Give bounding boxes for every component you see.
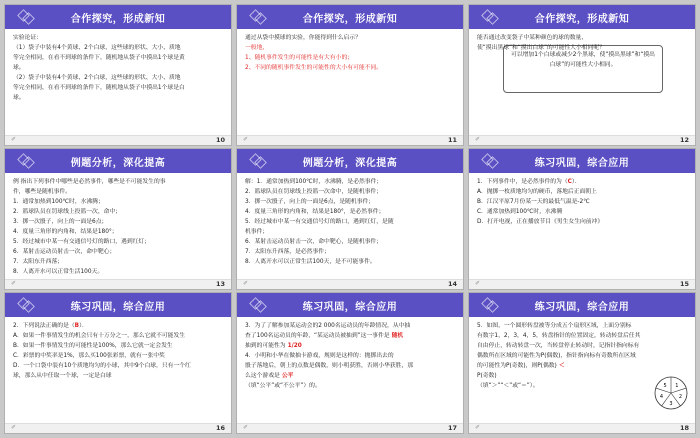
slide-header [237,293,463,317]
slide-thumbnail[interactable] [236,148,464,290]
line-text: 么这个游戏是 [245,373,280,379]
line-text: （填“＞”“＜”或“＝”）。 [477,383,539,389]
question-stem [13,321,223,331]
slide-footer [5,423,231,433]
slide-footer [5,279,231,289]
slide-body [13,321,223,421]
wheel-number: 5 [663,382,667,389]
slide-title: 合作探究，形成新知 [70,14,166,25]
line-text: 4．小明和小华在做抽卡游戏，规则是这样的：抛掷出去的 [245,353,394,359]
text-line: 7．太阳东升西落，是必然事件； [245,249,330,255]
option-text: D．打开电视，正在播放节目《男生女生向前冲》 [477,219,604,225]
text-line: 等完全相同，在看不到球的条件下，随机地从袋子中摸出1个球是黄 [13,55,185,61]
slide-title: 练习巩固，综合应用 [70,302,166,313]
footer-logo-icon: ✐ [11,136,17,143]
slide-number: 17 [447,424,457,432]
slide-footer [237,279,463,289]
text-line: 球。 [13,95,25,101]
slide-body [245,177,455,277]
option-text: B．如果一件事情发生的可能性是100%，那么它就一定会发生 [13,343,173,349]
footer-logo-icon: ✐ [243,136,249,143]
text-line: 例 指出下列事件中哪些是必然事件，哪些是不可能发生的事 [13,179,166,185]
line-text: 骰子落地后，朝上的点数是偶数，则小明获胜，否则小华获胜，那 [245,363,414,369]
line-text: 自由停止，转动转盘一次，当转盘停止转动时，记指针指向标有 [477,343,640,349]
slide-header [5,5,231,29]
slide-footer [237,135,463,145]
slide-header [5,293,231,317]
text-line: 等完全相同，在看不到球的条件下，随机地从袋子中摸出1个球是白 [13,85,185,91]
slide-thumbnail[interactable] [4,4,232,146]
slide-body [13,177,223,277]
wheel-number: 1 [675,382,679,389]
slide-body [13,33,223,133]
option-text: D．一个口袋中装有10个质地均匀的小球，其中9个白球，只有一个红 [13,363,191,369]
slide-thumbnail[interactable] [236,292,464,434]
stem-end: ）． [571,179,581,185]
slide-body [477,177,687,277]
slide-title: 练习巩固，综合应用 [534,302,630,313]
stem-text: 1．下列事件中，是必然事件的为（ [477,179,568,185]
text-line: 4．度量三角形的内角和，结果是180°； [13,229,118,235]
slide-footer [469,279,695,289]
answer-text: 公平 [279,373,294,379]
text-line: 8．人离开水可以正常生活100天，是不可能事件。 [245,259,376,265]
line-text: （填“公平”或“不公平”）的。 [245,383,321,389]
text-line: （2）袋子中装有4个黄球、2个白球，这些球的形状、大小、质地 [13,75,181,81]
text-line: 使“摸出黑球”和“摸出白球”的可能性大小相同呢？ [477,45,605,51]
text-line [477,361,651,371]
text-line [245,371,455,381]
slide-thumbnail[interactable] [468,292,696,434]
footer-logo-icon: ✐ [475,280,481,287]
slide-thumbnail[interactable] [4,292,232,434]
option-text: C．通常加热到100℃时，水沸腾 [477,209,563,215]
option-text: A．抛掷一枚质地均匀的硬币，落地后正面朝上 [477,189,597,195]
slide-number: 18 [679,424,689,432]
slide-footer [469,423,695,433]
text-line [245,381,455,391]
text-line: 球。 [13,65,25,71]
wheel-number: 4 [659,394,664,401]
text-line: （1）袋子中装有4个黄球、2个白球，这些球的形状、大小、质地 [13,45,181,51]
footer-logo-icon: ✐ [475,136,481,143]
slide-thumbnail[interactable] [4,148,232,290]
text-line: 6．某射击运动员射击一次，命中靶心，是随机事件； [245,239,383,245]
answer-text: C [567,179,572,185]
text-line: 3．掷一次骰子，向上的一面是6点，是随机事件； [245,199,375,205]
answer-text: ＜ [556,363,565,369]
question-text: 通过从袋中摸球的实验，你能得到什么启示？ [245,35,361,41]
slide-thumbnail[interactable] [468,4,696,146]
option-text: 球，那么从中任取一个球，一定是白球 [13,373,112,379]
option-text: B．江汉平原7月份某一天的最低气温是-2℃ [477,199,590,205]
text-line: 8．人离开水可以正常生活100天。 [13,269,104,275]
question-stem [477,177,687,187]
slide-number: 11 [447,136,457,144]
slide-number: 15 [679,280,689,288]
text-line: 5．经过城市中某一有交通信号灯的路口，遇到红灯； [13,239,151,245]
slide-body [477,321,651,421]
text-line [477,331,651,341]
footer-logo-icon: ✐ [243,280,249,287]
text-line [477,381,651,391]
text-line [477,321,651,331]
footer-logo-icon: ✐ [243,424,249,431]
slide-number: 13 [215,280,225,288]
slide-thumbnail[interactable] [468,148,696,290]
text-line: 7．太阳东升西落； [13,259,64,265]
text-line [245,361,455,371]
slide-number: 16 [215,424,225,432]
line-text: 偶数所在区域的可能性为P(偶数)，指针指向标有奇数所在区域 [477,353,636,359]
option-text: A．如果一件事情发生的机会只有十万分之一，那么它就不可能发生 [13,333,186,339]
slide-number: 10 [215,136,225,144]
text-line: 1．通常加热到100℃时，水沸腾； [13,199,104,205]
slide-footer [237,423,463,433]
slide-footer [5,135,231,145]
text-line: 2．篮球队员在罚球线上投篮一次，命中； [13,209,122,215]
spinner-wheel [653,375,689,411]
footer-logo-icon: ✐ [11,424,17,431]
text-line [477,371,651,381]
slide-number: 12 [679,136,689,144]
option-text: C．彩票的中奖率是1%，那么买100张彩票，就有一张中奖 [13,353,165,359]
slide-number: 14 [447,280,457,288]
slide-header [5,149,231,173]
slide-header [237,5,463,29]
text-line: 2．篮球队员在罚球线上投篮一次命中，是随机事件； [245,189,383,195]
text-line: 5．经过城市中某一有交通信号灯的路口，遇到红灯，是随 [245,219,394,225]
point-text: 2、不同的随机事件发生的可能性的大小有可能不同。 [245,65,383,71]
footer-logo-icon: ✐ [11,280,17,287]
line-text: 查了100名运动员的年龄，“某运动员被抽到”这一事件是 [245,333,390,339]
text-line [245,351,455,361]
slide-title: 练习巩固，综合应用 [302,302,398,313]
slide-title: 练习巩固，综合应用 [534,158,630,169]
note-box: 可以增加1个白球或减少2个黑球，使“摸出黑球”和“摸出白球”的可能性大小相同。 [503,45,663,93]
slide-title: 例题分析，深化提高 [302,158,398,169]
slide-thumbnail[interactable] [236,4,464,146]
text-line [477,341,651,351]
slide-header [469,293,695,317]
line-text: 抽到的可能性为 [245,343,286,349]
line-text: 5．如图，一个圆形转盘被等分成五个扇形区域，上面分别标 [477,323,632,329]
text-line: 6．某射击运动员射击一次，命中靶心； [13,249,116,255]
slide-header [237,149,463,173]
line-text: 有数字1，2，3，4，5，转盘指针的位置固定，转动转盘后任其 [477,333,641,339]
slide-body [477,33,687,133]
text-line: 机事件； [245,229,269,235]
text-line [245,331,455,341]
footer-logo-icon: ✐ [475,424,481,431]
answer-text: 随机 [389,333,404,339]
text-line: 4．度量三角形的内角和，结果是180°，是必然事件； [245,209,385,215]
answer-text: B [74,323,80,329]
point-text: 1、随机事件发生的可能性是有大有小的； [245,55,354,61]
line-text: P(奇数) [477,373,497,379]
text-line: 3．掷一次骰子，向上的一面是6点； [13,219,108,225]
slide-title: 合作探究，形成新知 [302,14,398,25]
text-line: 解：1．通常加热到100℃时，水沸腾，是必然事件； [245,179,383,185]
slide-header [469,5,695,29]
slide-header [469,149,695,173]
wheel-number: 2 [678,394,683,401]
slide-title: 合作探究，形成新知 [534,14,630,25]
text-line [245,341,455,351]
text-line: 件，哪些是随机事件。 [13,189,71,195]
text-line [477,351,651,361]
slide-title: 例题分析，深化提高 [70,158,166,169]
answer-text: 1/20 [285,343,302,349]
stem-end: ）． [79,323,88,329]
text-line: 实验论证： [13,35,42,41]
text-line [245,321,455,331]
label-text: 一般地， [245,45,269,51]
slide-body [245,33,455,133]
slide-body [245,321,455,421]
line-text: 3．为了了解参加某运动会的2 000名运动员的年龄情况，从中抽 [245,323,411,329]
stem-text: 2．下列说法正确的是（ [13,323,75,329]
wheel-number: 3 [669,401,673,407]
line-text: 的可能性为P(奇数)，则P(偶数) [477,363,557,369]
slide-footer [469,135,695,145]
text-line: 能否通过改变袋子中某种颜色的球的数量， [477,35,588,41]
